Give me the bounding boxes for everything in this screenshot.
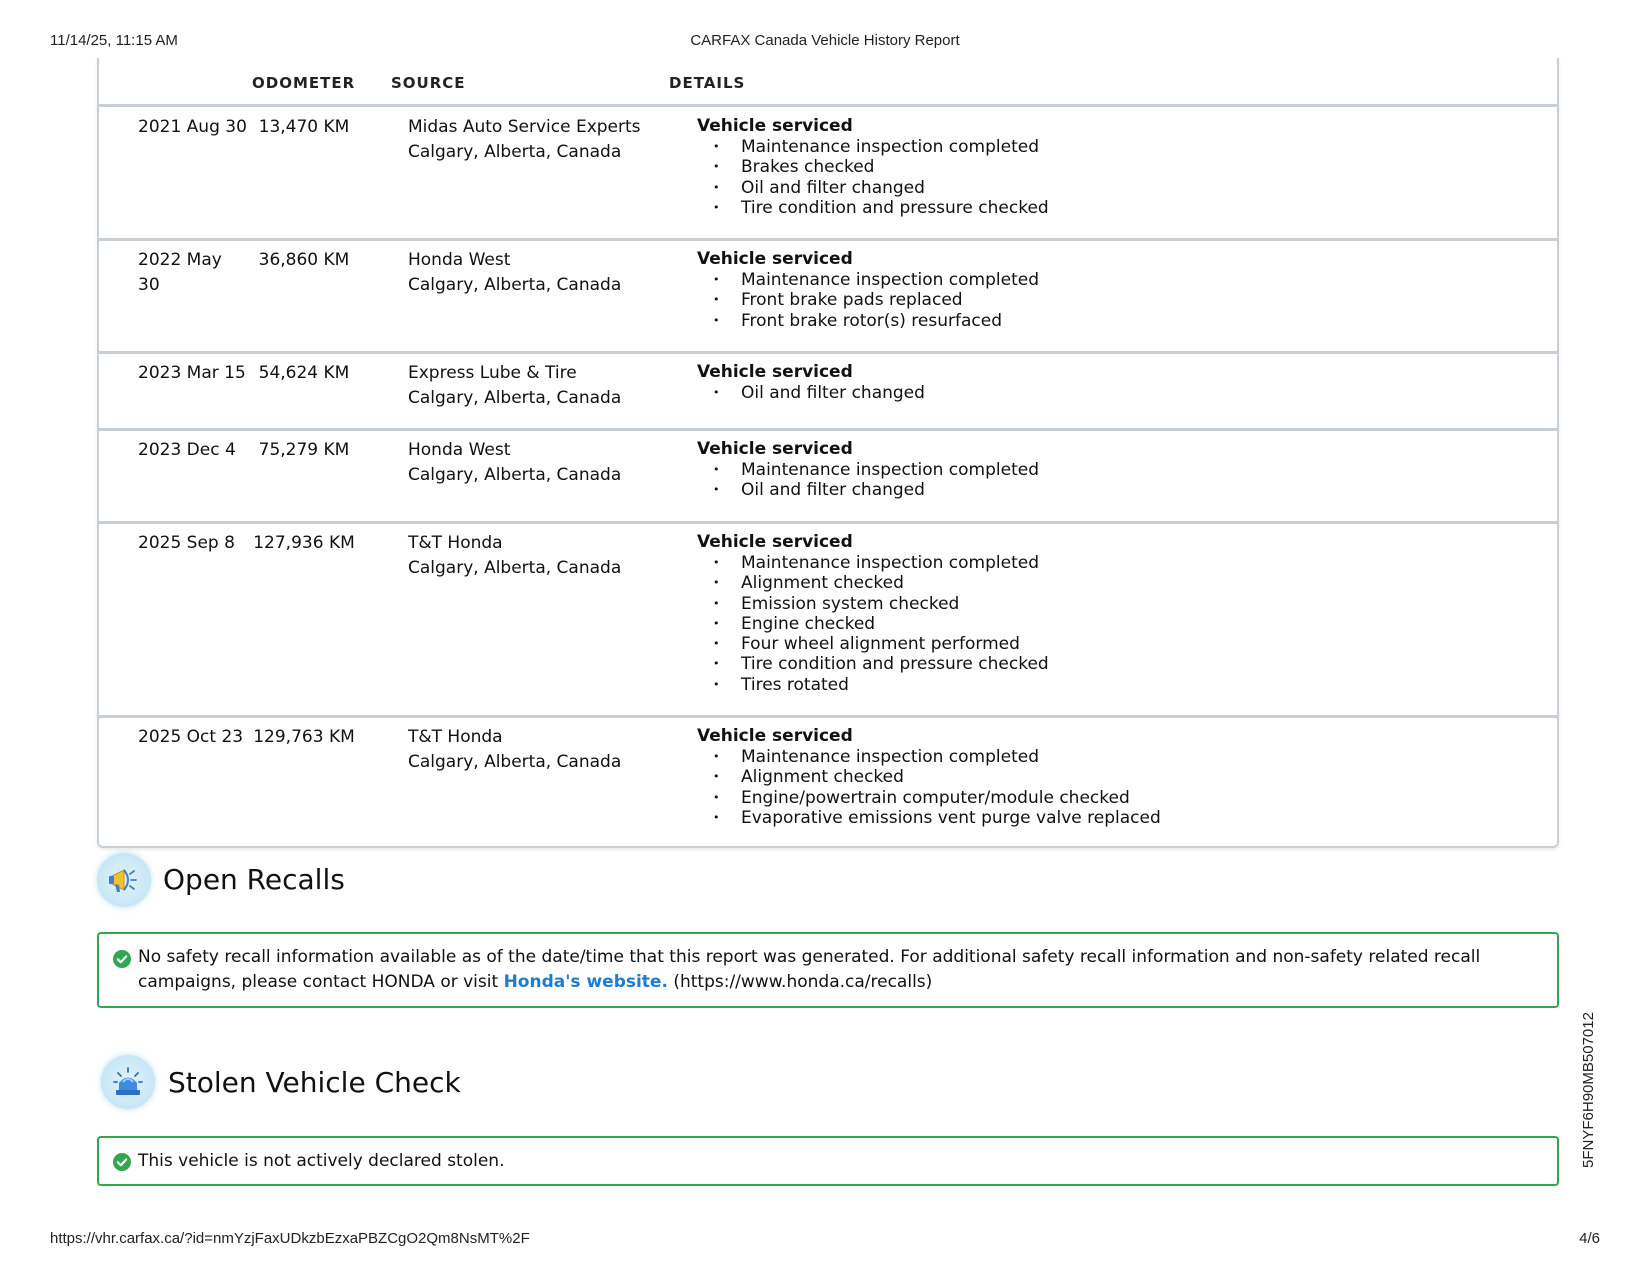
recall-url-text: (https://www.honda.ca/recalls): [673, 972, 933, 992]
row-date: 2021 Aug 30: [138, 117, 247, 137]
detail-item: • Engine checked: [697, 614, 1497, 634]
row-source: [408, 361, 698, 411]
row-date: 2022 May 30: [138, 250, 222, 295]
row-source: [408, 115, 698, 165]
print-header: [0, 32, 1650, 52]
detail-item: • Tire condition and pressure checked: [697, 198, 1497, 218]
detail-item: • Maintenance inspection completed: [697, 553, 1497, 573]
row-date: 2025 Oct 23: [138, 727, 244, 747]
recall-message-text: No safety recall information available as of the date/time that this report was generated. For additional safety recall information and non-safety related recall campaigns, please contact HONDA or visit: [138, 947, 1481, 992]
detail-list: [697, 553, 1497, 695]
source-name: Express Lube & Tire: [408, 363, 577, 383]
stolen-vehicle-check-title: Stolen Vehicle Check: [168, 1066, 461, 1099]
detail-item: • Brakes checked: [697, 157, 1497, 177]
detail-item: • Engine/powertrain computer/module checked: [697, 788, 1497, 808]
row-odometer: 75,279 KM: [258, 440, 350, 460]
row-date: 2025 Sep 8: [138, 533, 235, 553]
open-recalls-status: [97, 932, 1559, 1008]
row-odometer: 54,624 KM: [258, 363, 350, 383]
row-source: [408, 725, 698, 775]
row-details: [697, 115, 1497, 218]
row-date: 2023 Mar 15: [138, 363, 246, 383]
detail-title: Vehicle serviced: [697, 532, 853, 552]
row-divider: [99, 715, 1557, 718]
row-details: [697, 438, 1497, 501]
detail-list: [697, 270, 1497, 331]
check-circle-icon: [113, 1153, 131, 1171]
detail-item: • Maintenance inspection completed: [697, 460, 1497, 480]
source-location: Calgary, Alberta, Canada: [408, 465, 622, 485]
honda-website-link[interactable]: Honda's website.: [503, 972, 668, 992]
detail-title: Vehicle serviced: [697, 249, 853, 269]
check-circle-icon: [113, 950, 131, 968]
header-divider: [99, 104, 1557, 107]
row-divider: [99, 238, 1557, 241]
row-date: 2023 Dec 4: [138, 440, 236, 460]
print-url: https://vhr.carfax.ca/?id=nmYzjFaxUDkzbEzxaPBZCgO2Qm8NsMT%2F: [50, 1230, 530, 1247]
detail-list: [697, 460, 1497, 501]
service-history-table: [97, 58, 1559, 848]
detail-item: • Oil and filter changed: [697, 383, 1497, 403]
source-location: Calgary, Alberta, Canada: [408, 275, 622, 295]
page-number: 4/6: [1579, 1230, 1600, 1247]
open-recalls-title: Open Recalls: [163, 863, 345, 896]
row-odometer: 129,763 KM: [253, 727, 355, 747]
source-name: T&T Honda: [408, 727, 503, 747]
detail-item: • Maintenance inspection completed: [697, 747, 1497, 767]
row-details: [697, 248, 1497, 331]
detail-item: • Alignment checked: [697, 767, 1497, 787]
detail-title: Vehicle serviced: [697, 726, 853, 746]
detail-item: • Tire condition and pressure checked: [697, 654, 1497, 674]
row-odometer: 36,860 KM: [258, 250, 350, 270]
detail-item: • Evaporative emissions vent purge valve replaced: [697, 808, 1497, 828]
source-name: T&T Honda: [408, 533, 503, 553]
detail-item: • Maintenance inspection completed: [697, 270, 1497, 290]
row-divider: [99, 521, 1557, 524]
detail-item: • Oil and filter changed: [697, 480, 1497, 500]
source-name: Honda West: [408, 250, 511, 270]
vin-vertical: [1580, 1000, 1596, 1180]
detail-title: Vehicle serviced: [697, 362, 853, 382]
row-source: [408, 531, 698, 581]
detail-item: • Front brake pads replaced: [697, 290, 1497, 310]
source-name: Honda West: [408, 440, 511, 460]
row-source: [408, 438, 698, 488]
row-divider: [99, 428, 1557, 431]
detail-item: • Oil and filter changed: [697, 178, 1497, 198]
detail-list: [697, 383, 1497, 403]
detail-item: • Emission system checked: [697, 594, 1497, 614]
row-odometer: 127,936 KM: [253, 533, 355, 553]
row-details: [697, 531, 1497, 695]
megaphone-icon: [97, 853, 151, 907]
source-location: Calgary, Alberta, Canada: [408, 558, 622, 578]
print-title: CARFAX Canada Vehicle History Report: [690, 32, 960, 49]
detail-list: [697, 747, 1497, 828]
stolen-check-status: [97, 1136, 1559, 1186]
source-location: Calgary, Alberta, Canada: [408, 388, 622, 408]
row-divider: [99, 351, 1557, 354]
detail-title: Vehicle serviced: [697, 439, 853, 459]
print-datetime: 11/14/25, 11:15 AM: [50, 32, 178, 49]
row-details: [697, 725, 1497, 828]
detail-item: • Alignment checked: [697, 573, 1497, 593]
open-recalls-message: [138, 945, 1517, 995]
detail-item: • Four wheel alignment performed: [697, 634, 1497, 654]
detail-list: [697, 137, 1497, 218]
print-footer: [0, 1230, 1650, 1250]
source-name: Midas Auto Service Experts: [408, 117, 641, 137]
column-header-details: DETAILS: [669, 74, 746, 92]
vin-text: 5FNYF6H90MB507012: [1580, 1012, 1597, 1168]
row-odometer: 13,470 KM: [258, 117, 350, 137]
row-source: [408, 248, 698, 298]
column-header-source: SOURCE: [391, 74, 466, 92]
detail-item: • Tires rotated: [697, 675, 1497, 695]
column-header-odometer: ODOMETER: [252, 74, 356, 92]
stolen-check-message: This vehicle is not actively declared stolen.: [138, 1151, 505, 1171]
detail-title: Vehicle serviced: [697, 116, 853, 136]
detail-item: • Front brake rotor(s) resurfaced: [697, 311, 1497, 331]
detail-item: • Maintenance inspection completed: [697, 137, 1497, 157]
source-location: Calgary, Alberta, Canada: [408, 752, 622, 772]
source-location: Calgary, Alberta, Canada: [408, 142, 622, 162]
row-details: [697, 361, 1497, 403]
siren-icon: [101, 1055, 155, 1109]
